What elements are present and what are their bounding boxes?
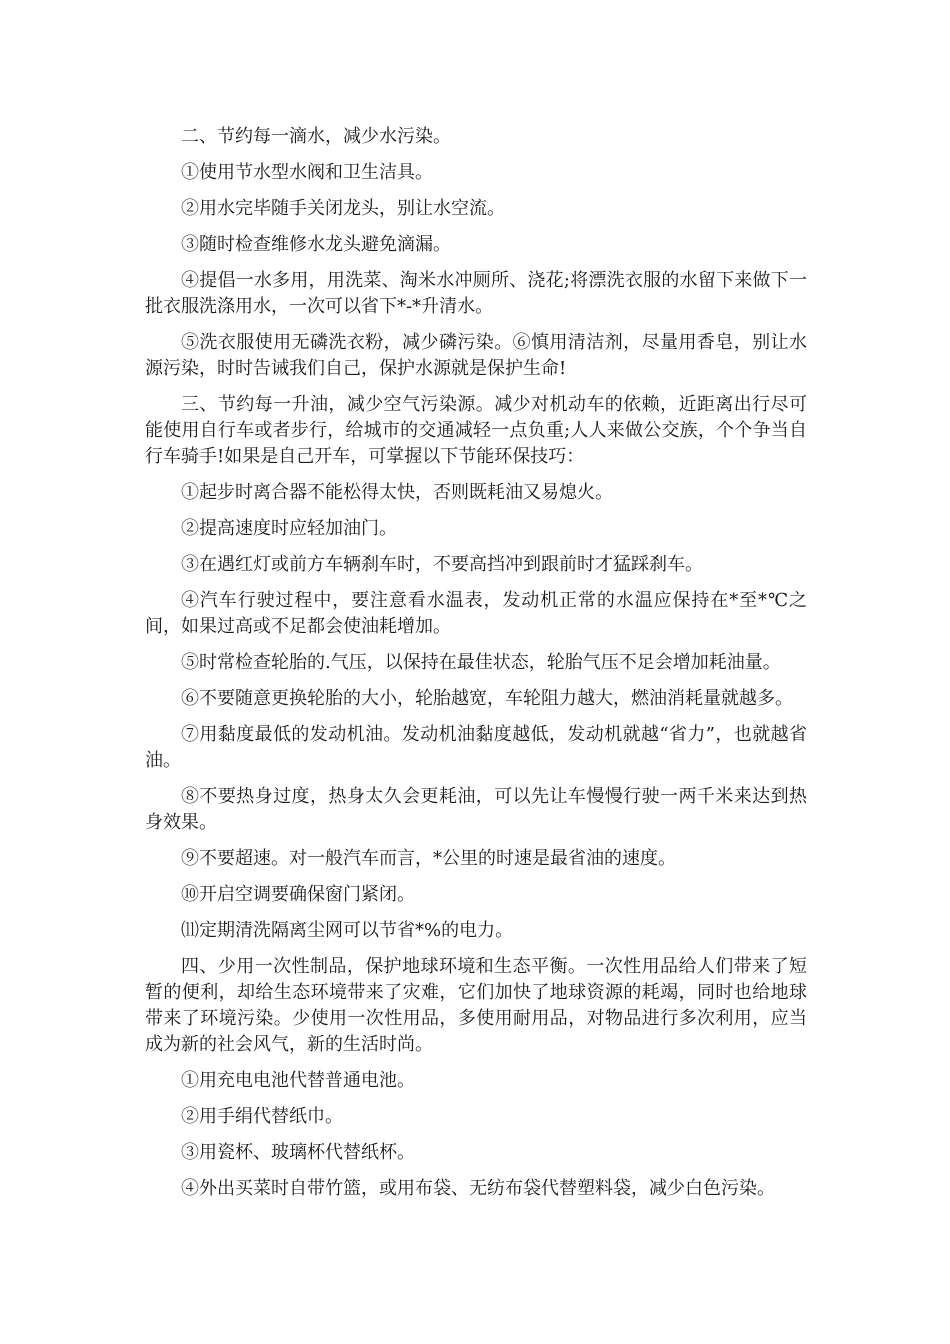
list-item: ⑤时常检查轮胎的.气压，以保持在最佳状态，轮胎气压不足会增加耗油量。: [181, 652, 781, 673]
list-item: ①起步时离合器不能松得太快，否则既耗油又易熄火。: [181, 482, 613, 503]
list-item: ②用水完毕随手关闭龙头，别让水空流。: [181, 198, 505, 219]
list-item: ①使用节水型水阀和卫生洁具。: [181, 162, 433, 183]
document-body: [145, 124, 807, 1212]
list-item: ③随时检查维修水龙头避免滴漏。: [181, 234, 451, 255]
section-heading-water: 二、节约每一滴水，减少水污染。: [181, 126, 451, 147]
list-item: ⑨不要超速。对一般汽车而言，*公里的时速是最省油的速度。: [181, 848, 676, 869]
list-item: ④汽车行驶过程中，要注意看水温表，发动机正常的水温应保持在*至*℃之间，如果过高或不足都会使油耗增加。: [145, 590, 807, 637]
list-item: ⑤洗衣服使用无磷洗衣粉，减少磷污染。⑥慎用清洁剂，尽量用香皂，别让水源污染，时时告诫我们自己，保护水源就是保护生命!: [145, 332, 807, 379]
list-item: ⑧不要热身过度，热身太久会更耗油，可以先让车慢慢行驶一两千米来达到热身效果。: [145, 786, 807, 833]
section-heading-disposables: 四、少用一次性制品，保护地球环境和生态平衡。一次性用品给人们带来了短暂的便利，却给生态环境带来了灾难，它们加快了地球资源的耗竭，同时也给地球带来了环境污染。少使用一次性用品，多使用耐用品，对物品进行多次利用，应当成为新的社会风气，新的生活时尚。: [145, 956, 807, 1055]
list-item: ⑦用黏度最低的发动机油。发动机油黏度越低，发动机就越“省力”，也就越省油。: [145, 724, 807, 771]
list-item: ②提高速度时应轻加油门。: [181, 518, 397, 539]
list-item: ④外出买菜时自带竹篮，或用布袋、无纺布袋代替塑料袋，减少白色污染。: [181, 1178, 775, 1199]
list-item: ⑩开启空调要确保窗门紧闭。: [181, 884, 415, 905]
list-item: ①用充电电池代替普通电池。: [181, 1070, 415, 1091]
section-heading-oil: 三、节约每一升油，减少空气污染源。减少对机动车的依赖，近距离出行尽可能使用自行车或者步行，给城市的交通减轻一点负重;人人来做公交族，个个争当自行车骑手!如果是自己开车，可掌握以下节能环保技巧：: [145, 394, 807, 467]
list-item: ③在遇红灯或前方车辆刹车时，不要高挡冲到跟前时才猛踩刹车。: [181, 554, 703, 575]
list-item: ④提倡一水多用，用洗菜、淘米水冲厕所、浇花;将漂洗衣服的水留下来做下一批衣服洗涤用水，一次可以省下*-*升清水。: [145, 270, 807, 317]
list-item: ⑾定期清洗隔离尘网可以节省*%的电力。: [181, 920, 514, 941]
list-item: ②用手绢代替纸巾。: [181, 1106, 343, 1127]
list-item: ⑥不要随意更换轮胎的大小，轮胎越宽，车轮阻力越大，燃油消耗量就越多。: [181, 688, 793, 709]
list-item: ③用瓷杯、玻璃杯代替纸杯。: [181, 1142, 415, 1163]
